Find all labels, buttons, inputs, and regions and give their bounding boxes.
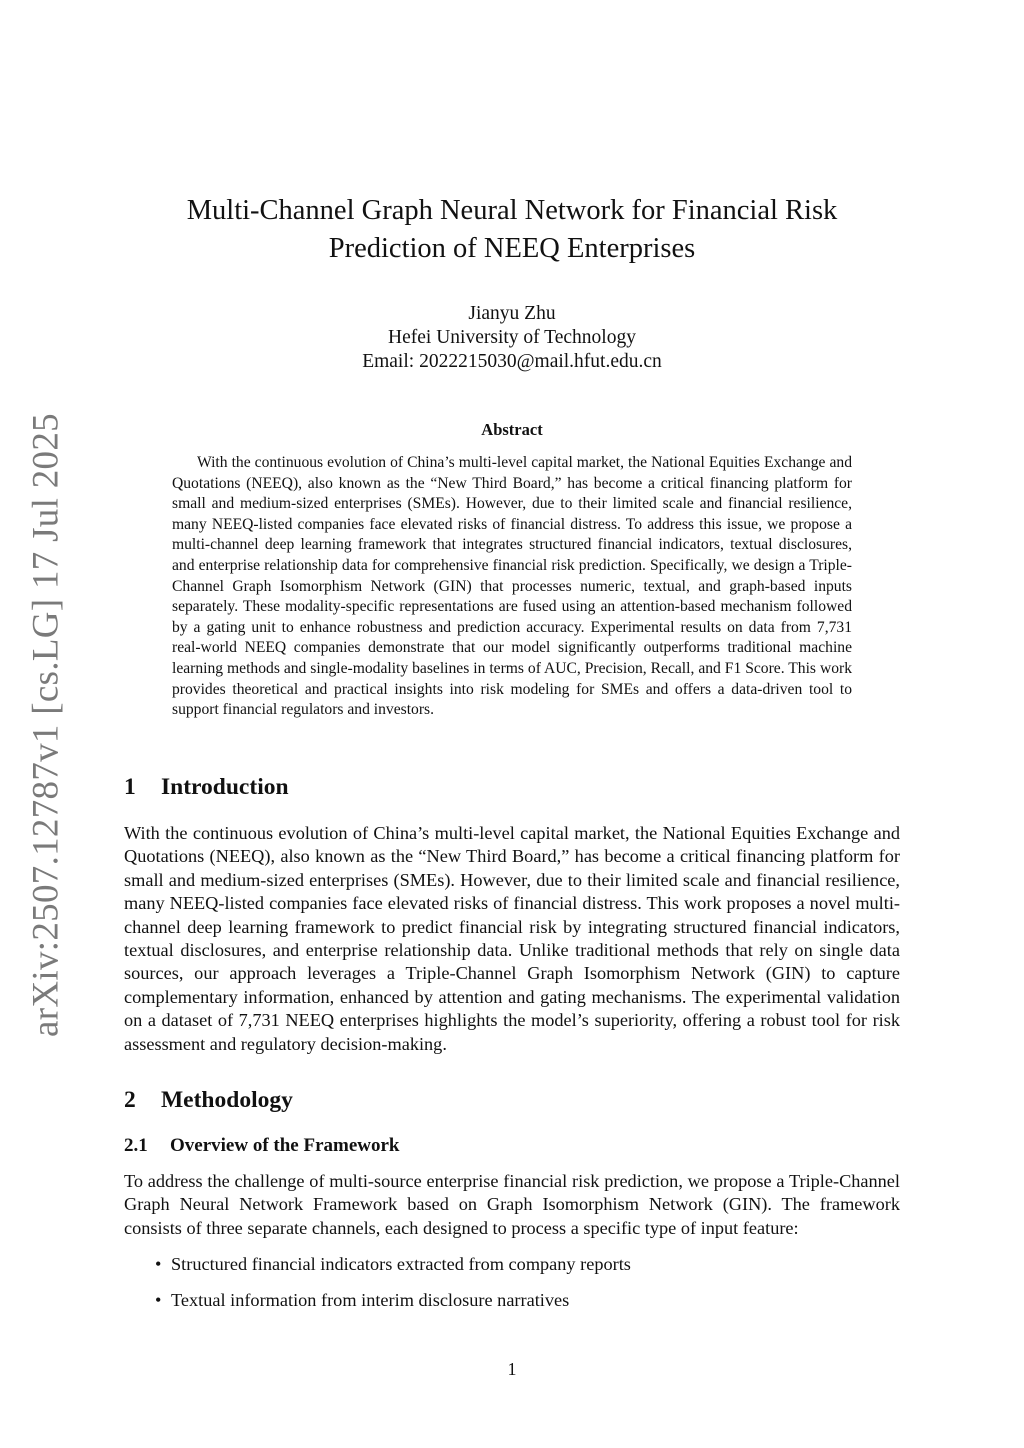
introduction-paragraph: With the continuous evolution of China’s multi-level capital market, the National Equities Exchange and Quotations (NEEQ), also known as the “New Third Board,” has become a critical financing platform for small and medium-sized enterprises (SMEs). However, due to their limited scale and financial resilience, many NEEQ-listed companies face elevated risks of financial distress. This work proposes a novel multi-channel deep learning framework to predict financial risk by integrating structured financial indicators, textual disclosures, and enterprise relationship data. Unlike traditional methods that rely on single data sources, our approach leverages a Triple-Channel Graph Isomorphism Network (GIN) to capture complementary information, enhanced by attention and gating mechanisms. The experimental validation on a dataset of 7,731 NEEQ enterprises highlights the model’s superiority, offering a robust tool for risk assessment and regulatory decision-making.	[124, 823, 900, 1054]
section-number: 1	[124, 774, 136, 800]
title-line-2: Prediction of NEEQ Enterprises	[328, 233, 696, 264]
title-line-1: Multi-Channel Graph Neural Network for Financial Risk	[186, 195, 838, 226]
subsection-title: Overview of the Framework	[170, 1135, 400, 1156]
paper-title	[124, 192, 900, 268]
section-title: Methodology	[161, 1087, 293, 1113]
abstract-text: With the continuous evolution of China’s multi-level capital market, the National Equities Exchange and Quotations (NEEQ), also known as the “New Third Board,” has become a critical financing platform for small and medium-sized enterprises (SMEs). However, due to their limited scale and financial resilience, many NEEQ-listed companies face elevated risks of financial distress. To address this issue, we propose a multi-channel deep learning framework that integrates structured financial indicators, textual disclosures, and enterprise relationship data for comprehensive financial risk prediction. Specifically, we design a Triple-Channel Graph Isomorphism Network (GIN) that processes numeric, textual, and graph-based inputs separately. These modality-specific representations are fused using an attention-based mechanism followed by a gating unit to enhance robustness and prediction accuracy. Experimental results on data from 7,731 real-world NEEQ companies demonstrate that our model significantly outperforms traditional machine learning methods and single-modality baselines in terms of AUC, Precision, Recall, and F1 Score. This work provides theoretical and practical insights into risk modeling for SMEs and offers a data-driven tool to support financial regulators and investors.	[172, 454, 852, 719]
author-name: Jianyu Zhu	[468, 303, 556, 324]
abstract-heading: Abstract	[481, 420, 543, 439]
author-email: Email: 2022215030@mail.hfut.edu.cn	[362, 351, 662, 372]
author-block	[124, 302, 900, 374]
section-heading-introduction	[124, 774, 289, 801]
subsection-heading-overview	[124, 1135, 400, 1157]
subsection-number: 2.1	[124, 1135, 148, 1156]
list-item	[124, 1289, 900, 1312]
arxiv-identifier-stamp: arXiv:2507.12787v1 [cs.LG] 17 Jul 2025	[25, 413, 67, 1037]
overview-paragraph: To address the challenge of multi-source enterprise financial risk prediction, we propose a Triple-Channel Graph Neural Network Framework based on Graph Isomorphism Network (GIN). The framework consists of three separate channels, each designed to process a specific type of input feature:	[124, 1171, 900, 1238]
section-title: Introduction	[161, 774, 289, 800]
bullet-icon: •	[155, 1290, 162, 1311]
list-item	[124, 1253, 900, 1276]
bullet-icon: •	[155, 1254, 162, 1274]
page-number: 1	[507, 1359, 517, 1379]
section-heading-methodology	[124, 1087, 293, 1114]
feature-bullet-list	[124, 1253, 900, 1326]
section-number: 2	[124, 1087, 136, 1113]
author-affiliation: Hefei University of Technology	[388, 327, 636, 348]
bullet-text: Structured financial indicators extracted from company reports	[171, 1254, 631, 1274]
bullet-text: Textual information from interim disclosure narratives	[171, 1290, 570, 1311]
